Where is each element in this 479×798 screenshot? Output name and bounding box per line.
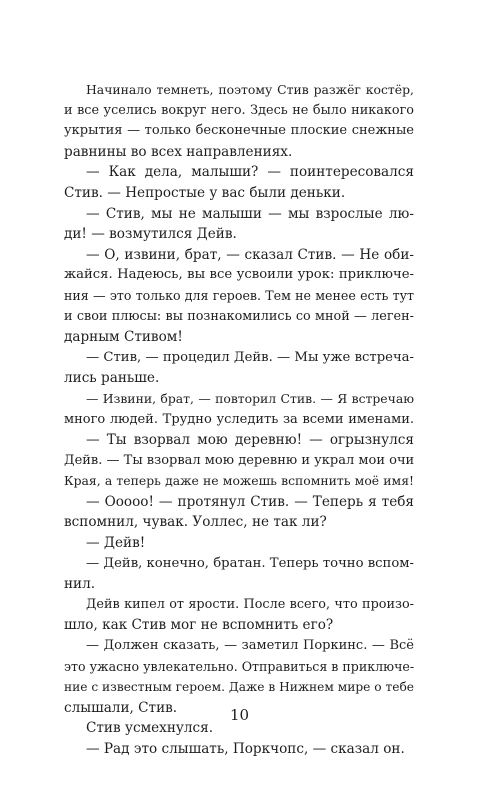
text-line: и свои плюсы: вы познакомились со мной — леген- xyxy=(64,308,414,324)
text-line: равнины во всех направлениях. xyxy=(64,143,293,160)
text-line: — Дейв, конечно, братан. Теперь точно вспом- xyxy=(86,555,414,571)
text-line: укрытия — только бесконечные плоские снежные xyxy=(64,123,414,139)
text-line: и все уселись вокруг него. Здесь не было никакого xyxy=(64,102,414,118)
text-line: Стив. — Непростые у вас были деньки. xyxy=(64,184,346,201)
body-text xyxy=(64,80,414,760)
text-line: ди! — возмутился Дейв. xyxy=(64,226,237,243)
text-line: — Стив, мы не малыши — мы взрослые лю- xyxy=(86,205,414,222)
text-line: вспомнил, чувак. Уоллес, не так ли? xyxy=(64,514,327,531)
text-line: нил. xyxy=(64,576,96,593)
text-line: слышали, Стив. xyxy=(64,699,178,716)
text-line: это ужасно увлекательно. Отправиться в приключе- xyxy=(64,658,415,674)
text-line: Края, а теперь даже не можешь вспомнить моё имя! xyxy=(64,473,414,489)
text-line: — Должен сказать, — заметил Поркинс. — Всё xyxy=(86,638,414,654)
text-line: дарным Стивом! xyxy=(64,329,183,346)
text-line: жайся. Надеюсь, вы все усвоили урок: приключе- xyxy=(64,267,414,283)
text-line: — Дейв! xyxy=(86,535,146,552)
text-line: много людей. Трудно уследить за всеми именами. xyxy=(64,411,414,427)
text-line: лись раньше. xyxy=(64,370,160,387)
text-line: — Ооооо! — протянул Стив. — Теперь я тебя xyxy=(86,493,414,510)
page-number: 10 xyxy=(229,706,250,724)
text-line: Дейв. — Ты взорвал мою деревню и украл мои очи xyxy=(64,452,415,468)
text-line: — Рад это слышать, Поркчопс, — сказал он. xyxy=(86,741,405,757)
text-line: Начинало темнеть, поэтому Стив разжёг костёр, xyxy=(86,82,414,97)
text-line: — Как дела, малыши? — поинтересовался xyxy=(86,164,414,181)
text-line: — О, извини, брат, — сказал Стив. — Не оби- xyxy=(86,246,414,263)
text-line: — Стив, — процедил Дейв. — Мы уже встреча- xyxy=(86,349,414,365)
text-line: ния — это только для героев. Тем не менее есть тут xyxy=(64,287,414,303)
text-line: шло, как Стив мог не вспомнить его? xyxy=(64,617,334,634)
text-line: — Извини, брат, — повторил Стив. — Я встречаю xyxy=(86,390,414,406)
text-line: Стив усмехнулся. xyxy=(86,720,214,737)
text-line: Дейв кипел от ярости. После всего, что произо- xyxy=(86,596,414,612)
text-line: ние с известным героем. Даже в Нижнем мире о тебе xyxy=(64,680,414,695)
text-line: — Ты взорвал мою деревню! — огрызнулся xyxy=(86,432,414,449)
